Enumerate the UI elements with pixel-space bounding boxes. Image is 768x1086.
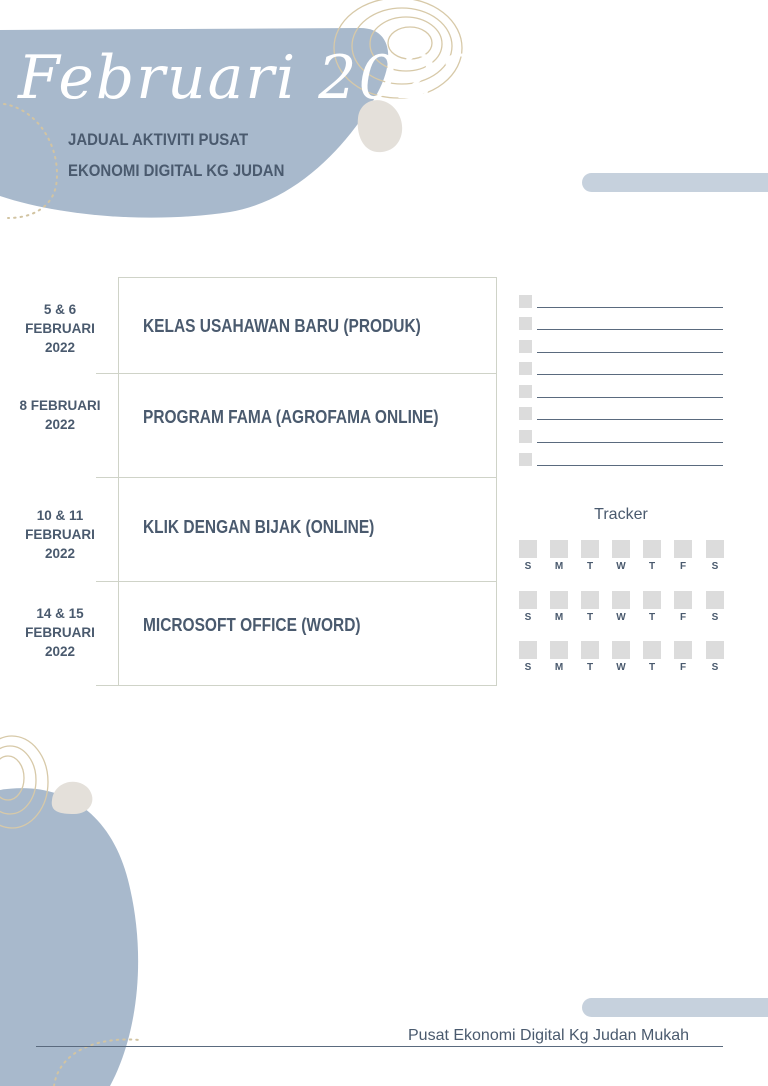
checklist-line	[537, 307, 723, 308]
day-label: M	[554, 662, 564, 673]
day-label: F	[679, 612, 687, 623]
tracker-box[interactable]	[674, 540, 692, 558]
checklist-item[interactable]	[519, 317, 724, 331]
tracker-box[interactable]	[706, 641, 724, 659]
day-label: S	[524, 662, 532, 673]
tracker-box[interactable]	[519, 540, 537, 558]
checkbox[interactable]	[519, 295, 532, 308]
day-label: W	[616, 612, 626, 623]
day-label: W	[616, 561, 626, 572]
tracker-day[interactable]	[643, 540, 661, 572]
day-label: W	[616, 662, 626, 673]
tracker-week	[519, 641, 729, 681]
tracker-title: Tracker	[594, 506, 648, 523]
tracker-day[interactable]	[612, 540, 630, 572]
tracker-box[interactable]	[643, 641, 661, 659]
tracker-box[interactable]	[519, 591, 537, 609]
checklist-item[interactable]	[519, 453, 724, 467]
checkbox[interactable]	[519, 385, 532, 398]
day-label: T	[586, 662, 594, 673]
schedule-date: 8 FEBRUARI 2022	[19, 398, 101, 432]
tracker-box[interactable]	[550, 540, 568, 558]
tracker-day[interactable]	[643, 641, 661, 673]
checklist-line	[537, 329, 723, 330]
schedule-activity: PROGRAM FAMA (AGROFAMA ONLINE)	[143, 407, 439, 427]
tracker-day[interactable]	[550, 540, 568, 572]
tracker-box[interactable]	[612, 540, 630, 558]
pill-top-right	[582, 173, 768, 192]
tracker-week	[519, 540, 729, 580]
checklist-item[interactable]	[519, 340, 724, 354]
tracker-day[interactable]	[581, 641, 599, 673]
tracker-day[interactable]	[519, 540, 537, 572]
checklist-item[interactable]	[519, 430, 724, 444]
tracker-day[interactable]	[581, 591, 599, 623]
schedule-date: 10 & 11 FEBRUARI 2022	[25, 508, 95, 561]
checklist-item[interactable]	[519, 295, 724, 309]
tracker-day[interactable]	[706, 540, 724, 572]
tracker-day[interactable]	[612, 591, 630, 623]
tracker-box[interactable]	[550, 641, 568, 659]
checkbox[interactable]	[519, 453, 532, 466]
pebble-bottom	[52, 782, 93, 814]
footer-divider	[36, 1046, 723, 1047]
day-label: T	[586, 561, 594, 572]
day-label: T	[648, 662, 656, 673]
day-label: M	[554, 612, 564, 623]
bottom-blob	[0, 788, 138, 1086]
day-label: M	[554, 561, 564, 572]
schedule-activity: KELAS USAHAWAN BARU (PRODUK)	[143, 316, 421, 336]
day-label: S	[711, 662, 719, 673]
checkbox[interactable]	[519, 407, 532, 420]
pill-bottom-right	[582, 998, 768, 1017]
checkbox[interactable]	[519, 362, 532, 375]
checklist-line	[537, 352, 723, 353]
checklist-line	[537, 374, 723, 375]
tracker-day[interactable]	[519, 591, 537, 623]
tracker-day[interactable]	[674, 540, 692, 572]
day-label: T	[586, 612, 594, 623]
tracker-box[interactable]	[674, 641, 692, 659]
tracker-day[interactable]	[550, 591, 568, 623]
checkbox[interactable]	[519, 317, 532, 330]
schedule-activity: KLIK DENGAN BIJAK (ONLINE)	[143, 517, 375, 537]
tracker-day[interactable]	[706, 641, 724, 673]
checklist-line	[537, 465, 723, 466]
day-label: T	[648, 612, 656, 623]
checklist-item[interactable]	[519, 407, 724, 421]
tracker-day[interactable]	[674, 591, 692, 623]
tracker-day[interactable]	[612, 641, 630, 673]
tracker-box[interactable]	[643, 540, 661, 558]
footer-text: Pusat Ekonomi Digital Kg Judan Mukah	[408, 1027, 690, 1044]
tracker-box[interactable]	[674, 591, 692, 609]
page-subtitle: JADUAL AKTIVITI PUSAT EKONOMI DIGITAL KG JUDAN	[68, 130, 285, 180]
tracker-day[interactable]	[706, 591, 724, 623]
tracker-box[interactable]	[581, 540, 599, 558]
tracker-day[interactable]	[674, 641, 692, 673]
schedule-date: 14 & 15 FEBRUARI 2022	[25, 606, 95, 659]
checklist-item[interactable]	[519, 385, 724, 399]
checkbox[interactable]	[519, 430, 532, 443]
tracker-week	[519, 591, 729, 631]
page-title: Februari 2022	[18, 43, 479, 113]
checklist-line	[537, 442, 723, 443]
tracker-day[interactable]	[643, 591, 661, 623]
tracker-box[interactable]	[550, 591, 568, 609]
tracker-day[interactable]	[550, 641, 568, 673]
day-label: F	[679, 662, 687, 673]
day-label: S	[524, 561, 532, 572]
day-label: F	[679, 561, 687, 572]
checkbox[interactable]	[519, 340, 532, 353]
tracker-box[interactable]	[706, 540, 724, 558]
day-label: S	[711, 561, 719, 572]
schedule-activity: MICROSOFT OFFICE (WORD)	[143, 615, 361, 635]
day-label: S	[524, 612, 532, 623]
schedule-date: 5 & 6 FEBRUARI 2022	[25, 302, 95, 355]
tracker-box[interactable]	[706, 591, 724, 609]
tracker-day[interactable]	[519, 641, 537, 673]
tracker-box[interactable]	[643, 591, 661, 609]
tracker-box[interactable]	[581, 641, 599, 659]
tracker-box[interactable]	[581, 591, 599, 609]
checklist-line	[537, 419, 723, 420]
tracker-box[interactable]	[612, 591, 630, 609]
checklist-line	[537, 397, 723, 398]
tracker-day[interactable]	[581, 540, 599, 572]
day-label: T	[648, 561, 656, 572]
day-label: S	[711, 612, 719, 623]
tracker-box[interactable]	[612, 641, 630, 659]
tracker-box[interactable]	[519, 641, 537, 659]
checklist-item[interactable]	[519, 362, 724, 376]
